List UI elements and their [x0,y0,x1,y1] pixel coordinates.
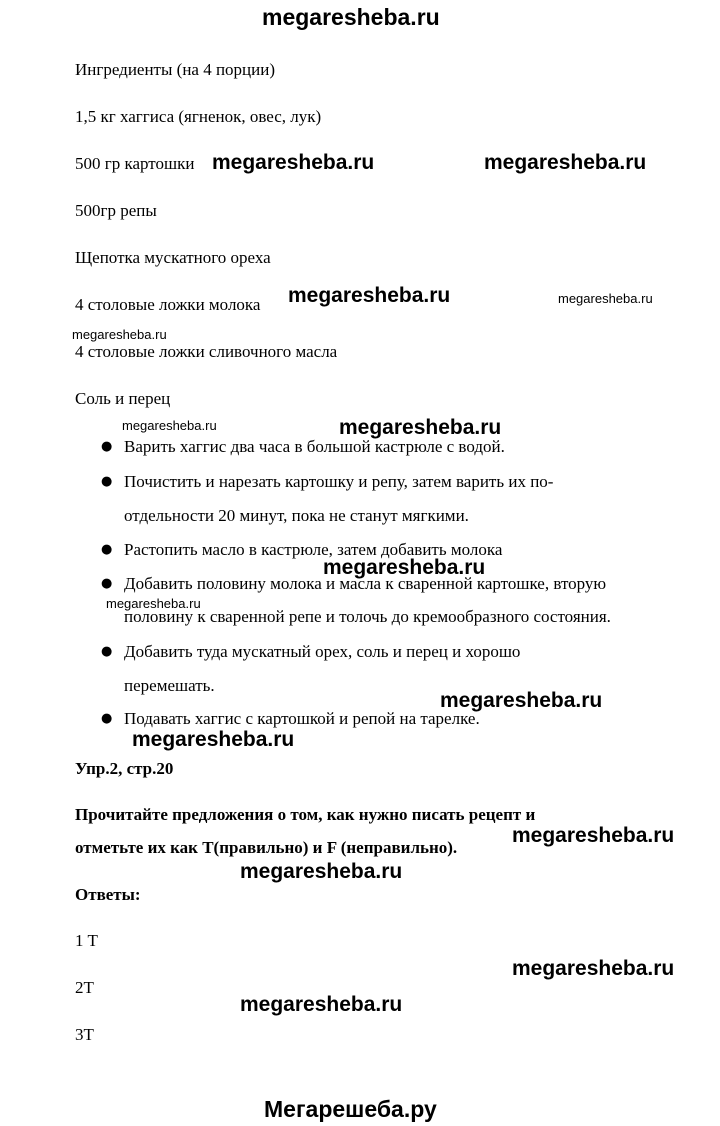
ingredients-title: Ингредиенты (на 4 порции) [75,60,276,79]
answer-item: 3T [75,1025,94,1044]
ingredient-item: Щепотка мускатного ореха [75,248,271,267]
ingredient-item: 4 столовые ложки молока [75,295,261,314]
exercise-instruction: Прочитайте предложения о том, как нужно писать рецепт и [75,805,536,824]
watermark: megaresheba.ru [512,824,675,847]
step-text: половину к сваренной репе и толочь до кремообразного состояния. [124,607,611,626]
watermark-small: megaresheba.ru [558,291,653,306]
watermark: megaresheba.ru [484,151,647,174]
watermark: megaresheba.ru [512,957,675,980]
watermark-small: megaresheba.ru [72,327,167,342]
step-text: Добавить туда мускатный орех, соль и перец и хорошо [124,642,521,661]
header-site-name: megaresheba.ru [262,4,440,30]
watermark: megaresheba.ru [132,728,295,751]
bullet-icon: ● [101,644,113,659]
bullet-icon: ● [101,474,113,489]
answers-label: Ответы: [75,885,141,904]
watermark: megaresheba.ru [288,284,451,307]
watermark: megaresheba.ru [240,993,403,1016]
ingredient-item: Соль и перец [75,389,171,408]
watermark: megaresheba.ru [339,416,502,439]
watermark: megaresheba.ru [440,689,603,712]
watermark: megaresheba.ru [323,556,486,579]
bullet-icon: ● [101,542,113,557]
step-text: отдельности 20 минут, пока не станут мягкими. [124,506,469,525]
ingredient-item: 1,5 кг хаггиса (ягненок, овес, лук) [75,107,322,126]
watermark-small: megaresheba.ru [122,418,217,433]
answer-item: 1 T [75,931,98,950]
exercise-title: Упр.2, стр.20 [75,759,174,778]
step-text: Растопить масло в кастрюле, затем добавить молока [124,540,503,559]
bullet-icon: ● [101,439,113,454]
watermark: megaresheba.ru [212,151,375,174]
ingredient-item: 500гр репы [75,201,157,220]
step-text: Варить хаггис два часа в большой кастрюле с водой. [124,437,505,456]
exercise-instruction: отметьте их как T(правильно) и F (неправильно). [75,838,458,857]
step-text: Добавить половину молока и масла к сваренной картошке, вторую [124,574,607,593]
footer-brand: Мегарешеба.ру [264,1096,437,1122]
step-text: Почистить и нарезать картошку и репу, затем варить их по- [124,472,554,491]
watermark: megaresheba.ru [240,860,403,883]
bullet-icon: ● [101,711,113,726]
bullet-icon: ● [101,576,113,591]
ingredient-item: 500 гр картошки [75,154,195,173]
ingredient-item: 4 столовые ложки сливочного масла [75,342,338,361]
watermark-small: megaresheba.ru [106,596,201,611]
step-text: Подавать хаггис с картошкой и репой на тарелке. [124,709,480,728]
step-text: перемешать. [124,676,215,695]
answer-item: 2T [75,978,94,997]
